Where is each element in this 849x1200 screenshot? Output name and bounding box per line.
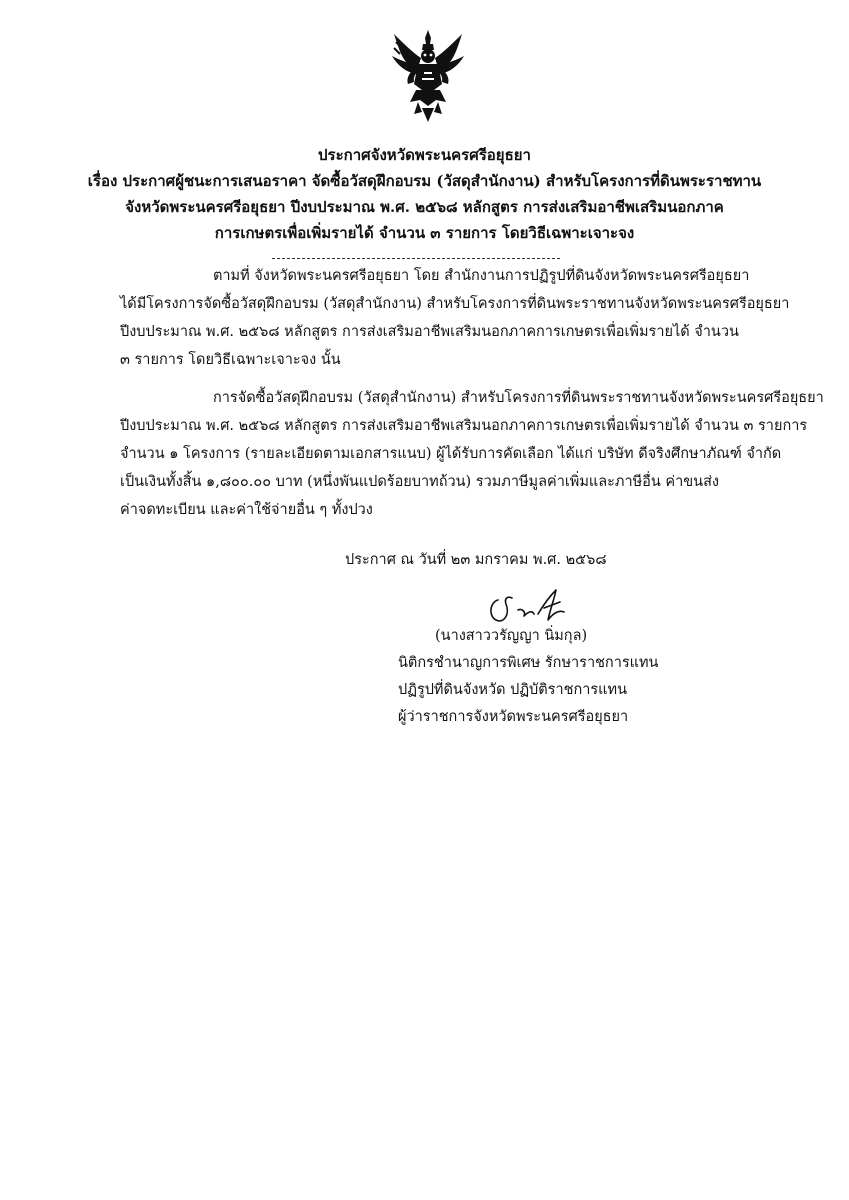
handwritten-signature	[484, 586, 576, 626]
subject-line-2: จังหวัดพระนครศรีอยุธยา ปีงบประมาณ พ.ศ. ๒๕๖๘ หลักสูตร การส่งเสริมอาชีพเสริมนอกภาค	[125, 198, 724, 216]
paragraph-2-line: ค่าจดทะเบียน และค่าใช้จ่ายอื่น ๆ ทั้งปวง	[120, 502, 373, 518]
paragraph-1-line: ๓ รายการ โดยวิธีเฉพาะเจาะจง นั้น	[120, 352, 341, 368]
paragraph-2-line: ปีงบประมาณ พ.ศ. ๒๕๖๘ หลักสูตร การส่งเสริมอาชีพเสริมนอกภาคการเกษตรเพื่อเพิ่มรายได้ จำนวน ๓ รายการ	[120, 418, 808, 434]
paragraph-1	[120, 262, 790, 374]
signer-name: (นางสาววรัญญา นิ่มกุล)	[435, 628, 588, 644]
paragraph-1-line: ได้มีโครงการจัดซื้อวัสดุฝึกอบรม (วัสดุสำนักงาน) สำหรับโครงการที่ดินพระราชทานจังหวัดพระนครศรีอยุธยา	[120, 296, 790, 312]
title-divider	[272, 258, 560, 259]
paragraph-1-line: ปีงบประมาณ พ.ศ. ๒๕๖๘ หลักสูตร การส่งเสริมอาชีพเสริมนอกภาคการเกษตรเพื่อเพิ่มรายได้ จำนวน	[120, 324, 739, 340]
paragraph-2-line: จำนวน ๑ โครงการ (รายละเอียดตามเอกสารแนบ) ผู้ได้รับการคัดเลือก ได้แก่ บริษัท ดีจริงศึกษาภัณฑ์ จำกัด	[120, 446, 782, 462]
subject-line-1: เรื่อง ประกาศผู้ชนะการเสนอราคา จัดซื้อวัสดุฝึกอบรม (วัสดุสำนักงาน) สำหรับโครงการที่ดินพระราชทาน	[87, 172, 762, 190]
paragraph-1-line: ตามที่ จังหวัดพระนครศรีอยุธยา โดย สำนักงานการปฏิรูปที่ดินจังหวัดพระนครศรีอยุธยา	[213, 268, 750, 284]
document-title: ประกาศจังหวัดพระนครศรีอยุธยา	[318, 146, 531, 164]
paragraph-2-line: เป็นเงินทั้งสิ้น ๑,๘๐๐.๐๐ บาท (หนึ่งพันแปดร้อยบาทถ้วน) รวมภาษีมูลค่าเพิ่มและภาษีอื่น ค่าขนส่ง	[120, 474, 720, 490]
paragraph-2-line: การจัดซื้อวัสดุฝึกอบรม (วัสดุสำนักงาน) สำหรับโครงการที่ดินพระราชทานจังหวัดพระนครศรีอยุธยา	[213, 390, 824, 406]
signer-position-line: นิติกรชำนาญการพิเศษ รักษาราชการแทน	[398, 655, 659, 671]
subject-line-3: การเกษตรเพื่อเพิ่มรายได้ จำนวน ๓ รายการ โดยวิธีเฉพาะเจาะจง	[214, 224, 635, 242]
paragraph-2	[120, 384, 824, 524]
signer-position-line: ปฏิรูปที่ดินจังหวัด ปฏิบัติราชการแทน	[398, 682, 627, 698]
signer-position-line: ผู้ว่าราชการจังหวัดพระนครศรีอยุธยา	[398, 709, 629, 725]
garuda-emblem-icon	[388, 28, 468, 124]
announcement-date: ประกาศ ณ วันที่ ๒๓ มกราคม พ.ศ. ๒๕๖๘	[345, 552, 607, 568]
